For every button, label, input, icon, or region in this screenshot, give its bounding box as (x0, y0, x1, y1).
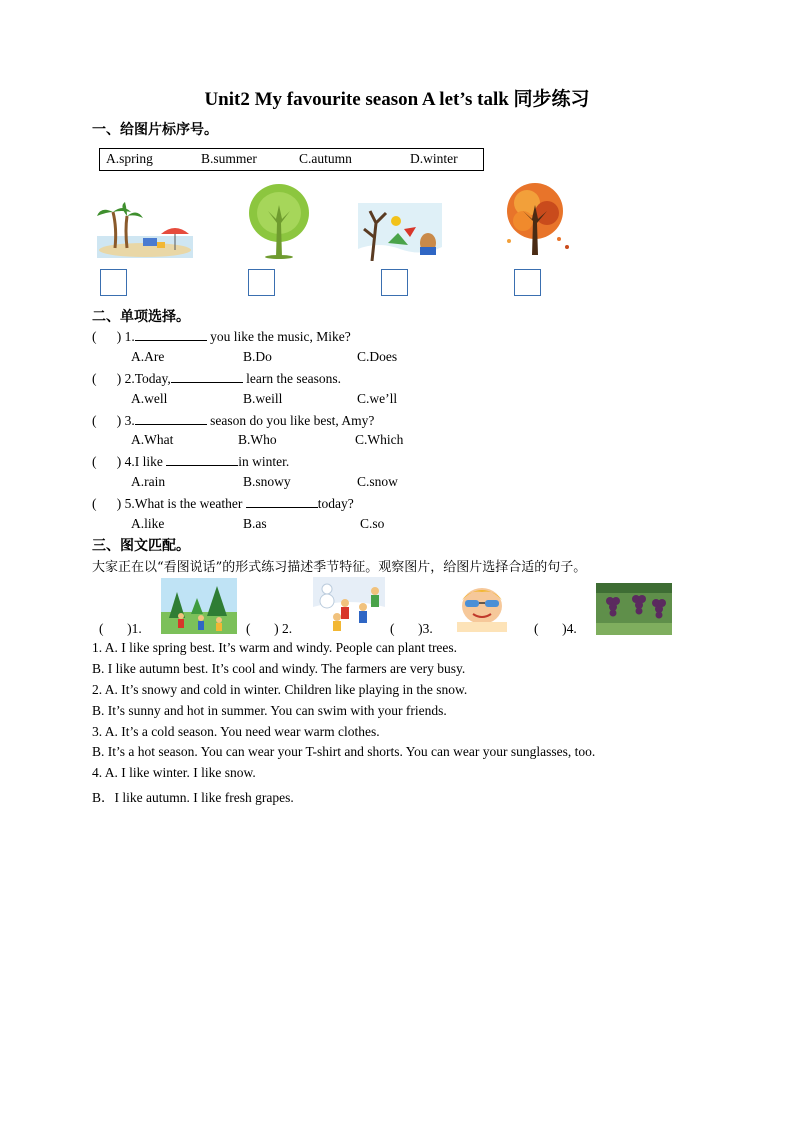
winter-scene-picture (358, 203, 442, 261)
question-pre: Today, (134, 371, 171, 386)
answer-box-4[interactable] (514, 269, 541, 296)
choice-b: B.snowy (243, 474, 291, 489)
question-1 (92, 328, 351, 345)
section2-heading: 二、单项选择。 (92, 309, 190, 325)
fill-blank[interactable] (171, 370, 243, 383)
option-autumn: C.autumn (299, 151, 352, 166)
answer-box-3[interactable] (381, 269, 408, 296)
sentence-line: B. It’s sunny and hot in summer. You can swim with your friends. (92, 703, 447, 718)
choice-c: C.we’ll (357, 391, 398, 406)
answer-paren: ( ) (92, 371, 122, 386)
answer-box-2[interactable] (248, 269, 275, 296)
choice-c: C.Does (357, 349, 398, 364)
question-post: learn the seasons. (246, 371, 342, 386)
question-2 (92, 370, 341, 387)
answer-box-1[interactable] (100, 269, 127, 296)
match-label-2: ( ) 2. (246, 621, 293, 636)
question-post: season do you like best, Amy? (210, 413, 375, 428)
question-3 (92, 412, 374, 429)
section3-heading: 三、图文匹配。 (92, 538, 190, 554)
options-box (99, 148, 484, 171)
question-number: 2. (124, 371, 135, 386)
autumn-tree-picture (497, 181, 575, 259)
match-label-1: ( )1. (99, 621, 142, 636)
question-pre: I like (134, 454, 163, 469)
choice-c: C.snow (357, 474, 398, 489)
question-number: 4. (124, 454, 135, 469)
choice-a: A.like (131, 516, 165, 531)
choice-a: A.What (131, 432, 174, 447)
choice-c: C.Which (355, 432, 404, 447)
choice-b: B.Do (243, 349, 272, 364)
sentence-line: B. I like autumn best. It’s cool and windy. The farmers are very busy. (92, 661, 466, 676)
answer-paren: ( ) (92, 329, 122, 344)
section1-heading: 一、给图片标序号。 (92, 122, 218, 138)
question-4 (92, 453, 289, 470)
question-pre: What is the weather (134, 496, 243, 511)
fill-blank[interactable] (135, 328, 207, 341)
question-post: in winter. (238, 454, 290, 469)
match-label-3: ( )3. (390, 621, 433, 636)
choice-b: B.Who (238, 432, 277, 447)
choice-a: A.rain (131, 474, 166, 489)
choice-b: B.weill (243, 391, 283, 406)
sentence-line: B．I like autumn. I like fresh grapes. (92, 790, 294, 805)
sentence-line: B. It’s a hot season. You can wear your T-shirt and shorts. You can wear your sunglasses, too. (92, 744, 596, 759)
fill-blank[interactable] (246, 495, 318, 508)
option-summer: B.summer (201, 151, 257, 166)
answer-paren: ( ) (92, 413, 122, 428)
tree-planting-picture (161, 578, 237, 634)
sentence-line: 4. A. I like winter. I like snow. (92, 765, 256, 780)
choice-a: A.Are (131, 349, 165, 364)
grapes-picture (596, 583, 672, 635)
option-spring: A.spring (106, 151, 153, 166)
question-number: 1. (124, 329, 135, 344)
question-post: you like the music, Mike? (210, 329, 351, 344)
question-number: 5. (124, 496, 135, 511)
sunglasses-boy-picture (451, 584, 513, 634)
page-title: Unit2 My favourite season A let’s talk 同步练习 (204, 89, 590, 110)
match-label-4: ( )4. (534, 621, 577, 636)
option-winter: D.winter (410, 151, 458, 166)
section3-intro: 大家正在以“看图说话”的形式练习描述季节特征。观察图片，给图片选择合适的句子。 (92, 560, 587, 575)
question-number: 3. (124, 413, 135, 428)
question-5 (92, 495, 354, 512)
fill-blank[interactable] (135, 412, 207, 425)
choice-a: A.well (131, 391, 168, 406)
spring-tree-picture (246, 183, 312, 259)
fill-blank[interactable] (166, 453, 238, 466)
question-post: today? (317, 496, 354, 511)
answer-paren: ( ) (92, 496, 122, 511)
choice-c: C.so (360, 516, 385, 531)
snow-play-picture (313, 577, 385, 635)
sentence-line: 3. A. It’s a cold season. You need wear warm clothes. (92, 724, 380, 739)
sentence-line: 2. A. It’s snowy and cold in winter. Children like playing in the snow. (92, 682, 468, 697)
answer-paren: ( ) (92, 454, 122, 469)
beach-picture (97, 198, 193, 258)
choice-b: B.as (243, 516, 267, 531)
sentence-line: 1. A. I like spring best. It’s warm and windy. People can plant trees. (92, 640, 458, 655)
